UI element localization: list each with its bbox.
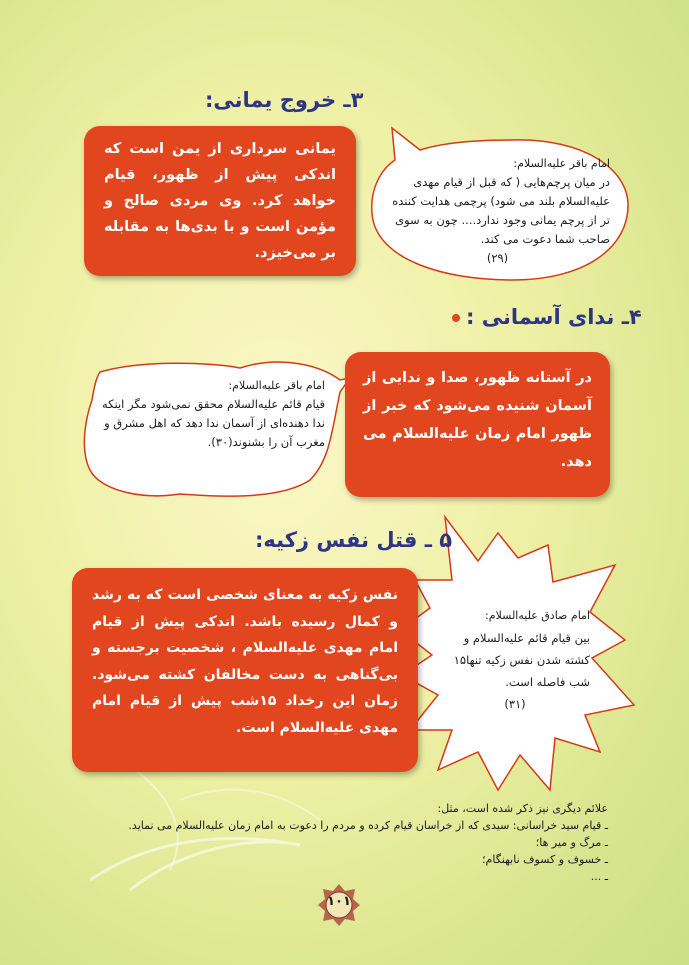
section-3-heading: ۳ـ خروج یمانی: [205, 88, 364, 112]
section-3-text: یمانی سرداری از یمن است که اندکی پیش از ظهور، قیام خواهد کرد. وی مردی صالح و مؤمن است و با بدی‌ها به مقابله بر می‌خیزد. [104, 141, 336, 261]
quote-text: بین قیام قائم علیه‌السلام و کشته شدن نفس زکیه تنها۱۵ شب فاصله است. [453, 631, 590, 689]
section-5-heading: ۵ ـ قتل نفس زکیه: [255, 528, 453, 552]
page-number: ۱۰۱ [327, 894, 351, 909]
other-signs-list [100, 800, 608, 885]
section-5-text: نفس زکیه به معنای شخصی است که به رشد و کمال رسیده باشد. اندکی پیش از قیام امام مهدی علیه‌السلام ، شخصیت برجسته و بی‌گناهی به دست مخالفان کشته می‌شود. زمان این رخداد ۱۵شب پیش از قیام امام مهدی علیه‌السلام است. [92, 587, 398, 736]
section-5-box [72, 568, 418, 772]
list-intro: علائم دیگری نیز ذکر شده است، مثل: [437, 802, 608, 815]
quote-reference: (۲۹) [486, 251, 509, 265]
quote-speaker: امام صادق علیه‌السلام: [485, 609, 590, 622]
section-4-heading: ۴ـ ندای آسمانی : [452, 305, 642, 329]
section-3-box [84, 126, 356, 276]
list-item: ـ ... [590, 870, 608, 883]
quote-speaker: امام باقر علیه‌السلام: [513, 157, 610, 170]
quote-text: قیام قائم علیه‌السلام محقق نمی‌شود مگر اینکه ندا دهنده‌ای از آسمان ندا دهد که اهل مشرق و مغرب آن را بشنوند(۳۰). [102, 397, 325, 449]
section-4-box [345, 352, 610, 497]
quote-reference: (۳۱) [504, 697, 526, 711]
section-3-quote [385, 154, 610, 268]
section-4-quote [100, 376, 325, 452]
quote-text: در میان پرچم‌هایی ( که قبل از قیام مهدی علیه‌السلام بلند می شود) پرچمی هدایت کننده تر از پرچم یمانی وجود ندارد.... چون به سوی صاحب شما دعوت می کند. [392, 175, 610, 246]
section-4-text: در آستانه ظهور، صدا و ندایی از آسمان شنیده می‌شود که خبر از ظهور امام زمان علیه‌السلام می دهد. [363, 370, 592, 470]
section-5-quote [440, 605, 590, 715]
list-item: ـ مرگ و میر ها؛ [535, 836, 608, 849]
quote-speaker: امام باقر علیه‌السلام: [228, 379, 325, 392]
list-item: ـ قیام سید خراسانی: سیدی که از خراسان قیام کرده و مردم را دعوت به امام زمان علیه‌السلام می نماید. [128, 819, 608, 832]
bullet-dot-icon [452, 314, 460, 322]
list-item: ـ خسوف و کسوف نابهنگام؛ [482, 853, 608, 866]
